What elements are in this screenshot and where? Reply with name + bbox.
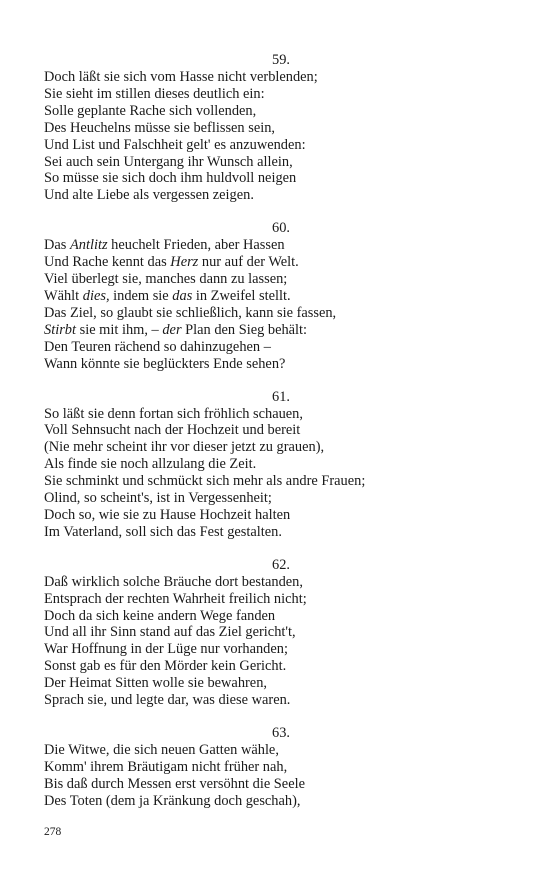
stanza bbox=[44, 557, 514, 709]
verse-text: Viel überlegt sie, manches dann zu lassen; bbox=[44, 271, 288, 288]
verse-text: Den Teuren rächend so dahinzugehen – bbox=[44, 338, 271, 355]
verse-text: So läßt sie denn fortan sich fröhlich schauen, bbox=[44, 405, 303, 422]
verse-line bbox=[44, 103, 514, 120]
verse-text: in Zweifel stellt. bbox=[192, 287, 291, 304]
verse-text: Sie schminkt und schmückt sich mehr als andre Frauen; bbox=[44, 473, 366, 490]
verse-line bbox=[44, 456, 514, 473]
verse-line bbox=[44, 692, 514, 709]
verse-text: War Hoffnung in der Lüge nur vorhanden; bbox=[44, 641, 288, 658]
verse-text: Des Heuchelns müsse sie beflissen sein, bbox=[44, 119, 276, 136]
verse-text: (Nie mehr scheint ihr vor dieser jetzt zu grauen), bbox=[44, 439, 325, 456]
verse-line bbox=[44, 271, 514, 288]
verse-text: Komm' ihrem Bräutigam nicht früher nah, bbox=[44, 758, 288, 775]
verse-line bbox=[44, 154, 514, 171]
emphasized-text: das bbox=[172, 287, 193, 304]
verse-line bbox=[44, 305, 514, 322]
verse-line bbox=[44, 473, 514, 490]
verse-line bbox=[44, 86, 514, 103]
stanza-number: 61. bbox=[272, 388, 290, 405]
stanza-number: 60. bbox=[272, 220, 290, 237]
verse-text: Voll Sehnsucht nach der Hochzeit und bereit bbox=[44, 422, 301, 439]
verse-line bbox=[44, 322, 514, 339]
verse-line bbox=[44, 237, 514, 254]
verse-line bbox=[44, 793, 514, 810]
verse-line bbox=[44, 675, 514, 692]
stanza-number: 59. bbox=[272, 52, 290, 68]
verse-text: Bis daß durch Messen erst versöhnt die Seele bbox=[44, 775, 305, 792]
verse-line bbox=[44, 641, 514, 658]
verse-line bbox=[44, 356, 514, 373]
emphasized-text: Herz bbox=[170, 254, 199, 271]
page-number: 278 bbox=[44, 826, 62, 838]
verse-text: Doch so, wie sie zu Hause Hochzeit halten bbox=[44, 506, 291, 523]
emphasized-text: dies, bbox=[82, 287, 110, 304]
verse-text: Und Rache kennt das bbox=[44, 254, 171, 271]
verse-text: Die Witwe, die sich neuen Gatten wähle, bbox=[44, 742, 279, 758]
stanza bbox=[44, 725, 514, 810]
verse-text: Doch läßt sie sich vom Hasse nicht verblenden; bbox=[44, 69, 318, 85]
verse-line bbox=[44, 439, 514, 456]
stanza bbox=[44, 220, 514, 372]
verse-line bbox=[44, 776, 514, 793]
verse-text: Des Toten (dem ja Kränkung doch geschah), bbox=[44, 792, 301, 809]
verse-text: nur auf der Welt. bbox=[198, 254, 299, 271]
verse-line bbox=[44, 624, 514, 641]
verse-line bbox=[44, 422, 514, 439]
verse-text: Das Ziel, so glaubt sie schließlich, kann sie fassen, bbox=[44, 304, 337, 321]
verse-text: Sei auch sein Untergang ihr Wunsch allein, bbox=[44, 153, 293, 170]
verse-text: So müsse sie sich doch ihm huldvoll neigen bbox=[44, 170, 297, 187]
verse-text: Sonst gab es für den Mörder kein Gericht. bbox=[44, 658, 287, 675]
verse-line bbox=[44, 742, 514, 759]
verse-line bbox=[44, 187, 514, 204]
verse-line bbox=[44, 137, 514, 154]
verse-text: Der Heimat Sitten wolle sie bewahren, bbox=[44, 675, 267, 692]
verse-line bbox=[44, 524, 514, 541]
verse-text: heuchelt Frieden, aber Hassen bbox=[107, 237, 285, 254]
verse-text: Wählt bbox=[44, 287, 83, 304]
emphasized-text: Antlitz bbox=[69, 237, 108, 254]
verse-text: Sie sieht im stillen dieses deutlich ein: bbox=[44, 85, 265, 102]
verse-line bbox=[44, 608, 514, 625]
verse-text: Und List und Falschheit gelt' es anzuwenden: bbox=[44, 136, 306, 153]
stanza bbox=[44, 52, 514, 204]
verse-line bbox=[44, 507, 514, 524]
verse-line bbox=[44, 69, 514, 86]
verse-text: Und alte Liebe als vergessen zeigen. bbox=[44, 187, 254, 204]
verse-text: Sprach sie, und legte dar, was diese waren. bbox=[44, 692, 291, 709]
verse-text: Wann könnte sie beglückters Ende sehen? bbox=[44, 355, 286, 372]
verse-line bbox=[44, 288, 514, 305]
verse-text: sie mit ihm, – bbox=[76, 321, 163, 338]
verse-line bbox=[44, 574, 514, 591]
verse-line bbox=[44, 254, 514, 271]
verse-text: Solle geplante Rache sich vollenden, bbox=[44, 102, 257, 119]
verse-text: Daß wirklich solche Bräuche dort bestanden, bbox=[44, 573, 303, 590]
verse-line bbox=[44, 490, 514, 507]
verse-text: Olind, so scheint's, ist in Vergessenheit; bbox=[44, 490, 272, 507]
stanza-number: 62. bbox=[272, 556, 290, 573]
verse-text: Und all ihr Sinn stand auf das Ziel gericht't, bbox=[44, 624, 296, 641]
verse-line bbox=[44, 591, 514, 608]
verse-line bbox=[44, 658, 514, 675]
verse-text: Entsprach der rechten Wahrheit freilich nicht; bbox=[44, 590, 307, 607]
verse-line bbox=[44, 406, 514, 423]
poem-page bbox=[44, 52, 514, 826]
verse-line bbox=[44, 339, 514, 356]
verse-line bbox=[44, 170, 514, 187]
verse-line bbox=[44, 120, 514, 137]
verse-text: Plan den Sieg behält: bbox=[181, 321, 308, 338]
emphasized-text: Stirbt bbox=[44, 321, 76, 338]
verse-text: Das bbox=[44, 237, 70, 254]
verse-text: Doch da sich keine andern Wege fanden bbox=[44, 607, 276, 624]
stanza-number: 63. bbox=[272, 725, 290, 741]
verse-text: Im Vaterland, soll sich das Fest gestalten. bbox=[44, 523, 282, 540]
stanza bbox=[44, 389, 514, 541]
emphasized-text: der bbox=[162, 321, 182, 338]
verse-text: Als finde sie noch allzulang die Zeit. bbox=[44, 456, 257, 473]
verse-line bbox=[44, 759, 514, 776]
verse-text: indem sie bbox=[109, 287, 173, 304]
